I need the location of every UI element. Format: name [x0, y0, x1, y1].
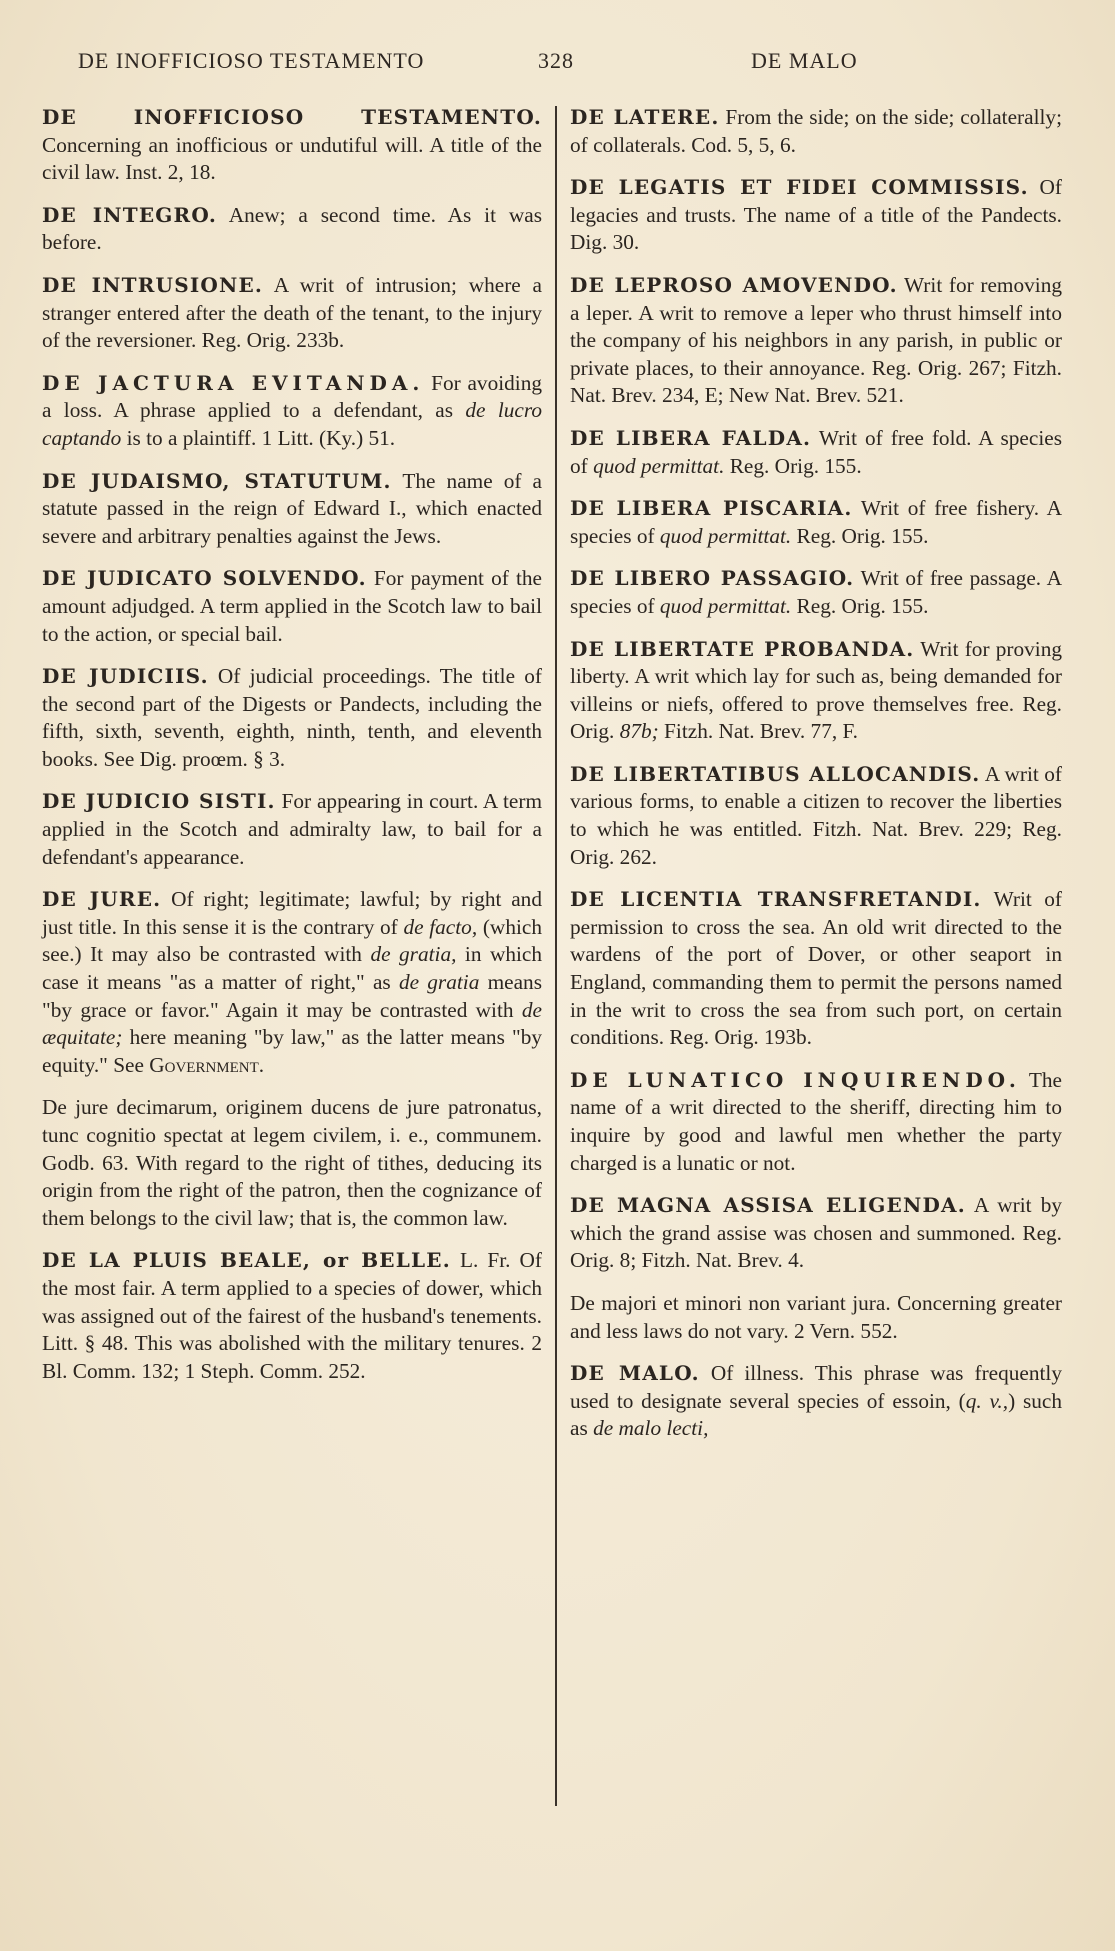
- definition: Anew; a second time. As it was before.: [42, 202, 542, 255]
- definition: Of legacies and trusts. The name of a title of the Pandects. Dig. 30.: [570, 175, 1062, 255]
- headword: DE LEPROSO AMOVENDO.: [570, 272, 898, 297]
- definition-italic: de gratia: [398, 970, 480, 995]
- entry-de-judicato-solvendo: [42, 565, 542, 648]
- headword: DE INOFFICIOSO TESTAMENTO.: [42, 105, 542, 129]
- headword: DE INTEGRO.: [42, 202, 217, 227]
- headword: DE JUDICIIS.: [42, 664, 209, 689]
- definition: A writ of various forms, to enable a citizen to recover the liberties to which he was entitled. Fitzh. Nat. Brev. 229; Reg. Orig. 262.: [570, 761, 1062, 869]
- headword: DE INTRUSIONE.: [42, 272, 264, 297]
- headword: DE JUDAISMO, STATUTUM.: [42, 468, 392, 493]
- entry-de-libertate-probanda: [570, 636, 1062, 746]
- headword: DE LIBERTATE PROBANDA.: [570, 636, 915, 661]
- definition: Writ for proving liberty. A writ which lay for such as, being demanded for villeins or niefs, offered to prove themselves free. Reg. Orig.: [570, 636, 1062, 744]
- definition: Concerning an inofficious or undutiful will. A title of the civil law. Inst. 2, 18.: [42, 132, 542, 185]
- header-right-guide-word: DE MALO: [751, 48, 858, 73]
- headword: DE LIBERTATIBUS ALLOCANDIS.: [570, 761, 981, 786]
- headword: DE LIBERA FALDA.: [570, 425, 812, 450]
- entry-de-jure: [42, 886, 542, 1079]
- headword: DE JURE.: [42, 887, 162, 912]
- definition: is to a plaintiff. 1 Litt. (Ky.) 51.: [121, 425, 396, 450]
- entry-de-judiciis: [42, 663, 542, 773]
- entry-de-magna-assisa-eligenda: [570, 1192, 1062, 1275]
- definition: Of right; legitimate; lawful; by right and just title. In this sense it is the contrary of: [42, 887, 542, 939]
- headword: DE MALO.: [570, 1361, 700, 1386]
- definition: A writ of intrusion; where a stranger entered after the death of the tenant, to the injury of the reversioner. Reg. Orig. 233b.: [42, 272, 542, 353]
- entry-de-leproso-amovendo: [570, 272, 1062, 410]
- definition-italic: de lucro captando: [42, 398, 542, 450]
- definition-italic: quod permittat.: [659, 593, 792, 618]
- entry-de-latere: [570, 104, 1062, 159]
- definition: From the side; on the side; collaterally; of collaterals. Cod. 5, 5, 6.: [570, 105, 1062, 157]
- maxim: De jure decimarum, originem ducens de jure patronatus, tunc cognitio spectat at legem civilem, i. e., communem.: [42, 1095, 542, 1147]
- column-divider: [555, 106, 557, 1806]
- entry-de-la-pluis-beale: [42, 1247, 542, 1385]
- definition: Godb. 63. With regard to the right of tithes, deducing its origin from the right of the patron, then the cognizance of them belongs to the civil law; that is, the common law.: [42, 1150, 542, 1230]
- headword: DE JACTURA EVITANDA.: [42, 370, 425, 395]
- definition-italic: q. v.,: [965, 1388, 1009, 1413]
- headword: DE LIBERO PASSAGIO.: [570, 566, 855, 591]
- definition: Concerning greater and less laws do not vary. 2 Vern. 552.: [570, 1290, 1062, 1343]
- definition-italic: de facto,: [403, 914, 478, 939]
- entry-de-libera-piscaria: [570, 495, 1062, 550]
- headword: DE LA PLUIS BEALE, or BELLE.: [42, 1248, 451, 1273]
- definition-italic: de malo lecti,: [593, 1416, 709, 1441]
- entry-de-inofficioso-testamento: [42, 104, 542, 187]
- definition: L. Fr. Of the most fair. A term applied to a species of dower, which was assigned out of the fairest of the husband's tenements. Litt. § 48. This was abolished with the military tenures. 2 Bl. Comm. 132; 1 Steph. Comm. 252.: [42, 1248, 542, 1383]
- definition-italic: 87b;: [619, 719, 659, 744]
- right-column: [570, 104, 1062, 1458]
- entry-maxim-de-jure-decimarum: [42, 1094, 542, 1232]
- entry-maxim-de-majori: [570, 1290, 1062, 1345]
- headword: DE JUDICATO SOLVENDO.: [42, 566, 367, 591]
- definition: Reg. Orig. 155.: [791, 523, 929, 548]
- headword: DE LIBERA PISCARIA.: [570, 496, 853, 521]
- entry-de-licentia-transfretandi: [570, 886, 1062, 1052]
- running-header: [78, 48, 888, 82]
- headword: DE LATERE.: [570, 105, 720, 129]
- headword: DE LEGATIS ET FIDEI COMMISSIS.: [570, 175, 1029, 200]
- header-left-guide-word: DE INOFFICIOSO TESTAMENTO: [78, 48, 425, 73]
- definition: Fitzh. Nat. Brev. 77, F.: [658, 719, 858, 744]
- definition: For avoiding a loss. A phrase applied to a defendant, as: [42, 370, 543, 423]
- entry-de-libertatibus-allocandis: [570, 761, 1062, 871]
- entry-de-judaismo-statutum: [42, 468, 542, 551]
- cross-reference: Government.: [149, 1052, 265, 1077]
- definition: ) such as: [570, 1388, 1062, 1441]
- definition: For payment of the amount adjudged. A term applied in the Scotch law to bail to the action, or special bail.: [42, 566, 542, 646]
- definition: Of judicial proceedings. The title of the second part of the Digests or Pandects, including the fifth, sixth, seventh, eighth, ninth, tenth, and eleventh books. See Dig. proœm. § 3.: [42, 664, 542, 771]
- page-number: 328: [538, 48, 574, 73]
- entry-de-jactura-evitanda: [42, 370, 542, 453]
- definition: Writ for removing a leper. A writ to remove a leper who thrust himself into the company of his neighbors in any parish, in public or private places, to their annoyance. Reg. Orig. 267; Fitzh. Nat. Brev. 234, E; New Nat. Brev. 521.: [570, 272, 1063, 408]
- definition: For appearing in court. A term applied in the Scotch and admiralty law, to bail for a defendant's appearance.: [42, 789, 543, 869]
- definition-italic: de gratia,: [370, 942, 457, 967]
- headword: DE MAGNA ASSISA ELIGENDA.: [570, 1193, 966, 1218]
- definition: Of illness. This phrase was frequently used to designate several species of essoin, (: [570, 1361, 1062, 1413]
- headword: DE LUNATICO INQUIRENDO.: [570, 1067, 1021, 1092]
- definition-italic: quod permittat.: [593, 453, 725, 478]
- definition-italic: quod permittat.: [659, 523, 792, 548]
- definition: A writ by which the grand assise was chosen and summoned. Reg. Orig. 8; Fitzh. Nat. Brev. 4.: [570, 1193, 1062, 1273]
- definition: Writ of free fishery. A species of: [570, 496, 1062, 548]
- headword: DE JUDICIO SISTI.: [42, 789, 276, 814]
- entry-de-integro: [42, 202, 542, 257]
- headword: DE LICENTIA TRANSFRETANDI.: [570, 887, 982, 912]
- entry-de-malo: [570, 1360, 1062, 1443]
- maxim: De majori et minori non variant jura.: [570, 1290, 891, 1315]
- entry-de-libera-falda: [570, 425, 1062, 480]
- definition: (which see.) It may also be contrasted with: [42, 914, 542, 967]
- definition: The name of a statute passed in the reign of Edward I., which enacted severe and arbitrary penalties against the Jews.: [42, 468, 542, 548]
- definition: The name of a writ directed to the sheriff, directing him to inquire by good and lawful men whether the party charged is a lunatic or not.: [570, 1067, 1062, 1175]
- definition: here meaning "by law," as the latter means "by equity." See: [42, 1025, 542, 1077]
- entry-de-intrusione: [42, 272, 542, 355]
- definition: in which case it means "as a matter of right," as: [42, 942, 542, 995]
- entry-de-judicio-sisti: [42, 788, 542, 871]
- entry-de-lunatico-inquirendo: [570, 1067, 1062, 1177]
- left-column: [42, 104, 542, 1400]
- entry-de-legatis: [570, 174, 1062, 257]
- definition: means "by grace or favor." Again it may be contrasted with: [42, 970, 542, 1022]
- definition-italic: de æquitate;: [42, 997, 542, 1050]
- entry-de-libero-passagio: [570, 565, 1062, 620]
- definition: Writ of free passage. A species of: [570, 566, 1062, 618]
- definition: Writ of free fold. A species of: [570, 425, 1062, 478]
- definition: Reg. Orig. 155.: [791, 593, 929, 618]
- definition: Reg. Orig. 155.: [724, 453, 862, 478]
- definition: Writ of permission to cross the sea. An old writ directed to the wardens of the port of Dover, or other seaport in England, commanding them to permit the persons named in the writ to cross the sea from such port, on certain conditions. Reg. Orig. 193b.: [570, 887, 1062, 1050]
